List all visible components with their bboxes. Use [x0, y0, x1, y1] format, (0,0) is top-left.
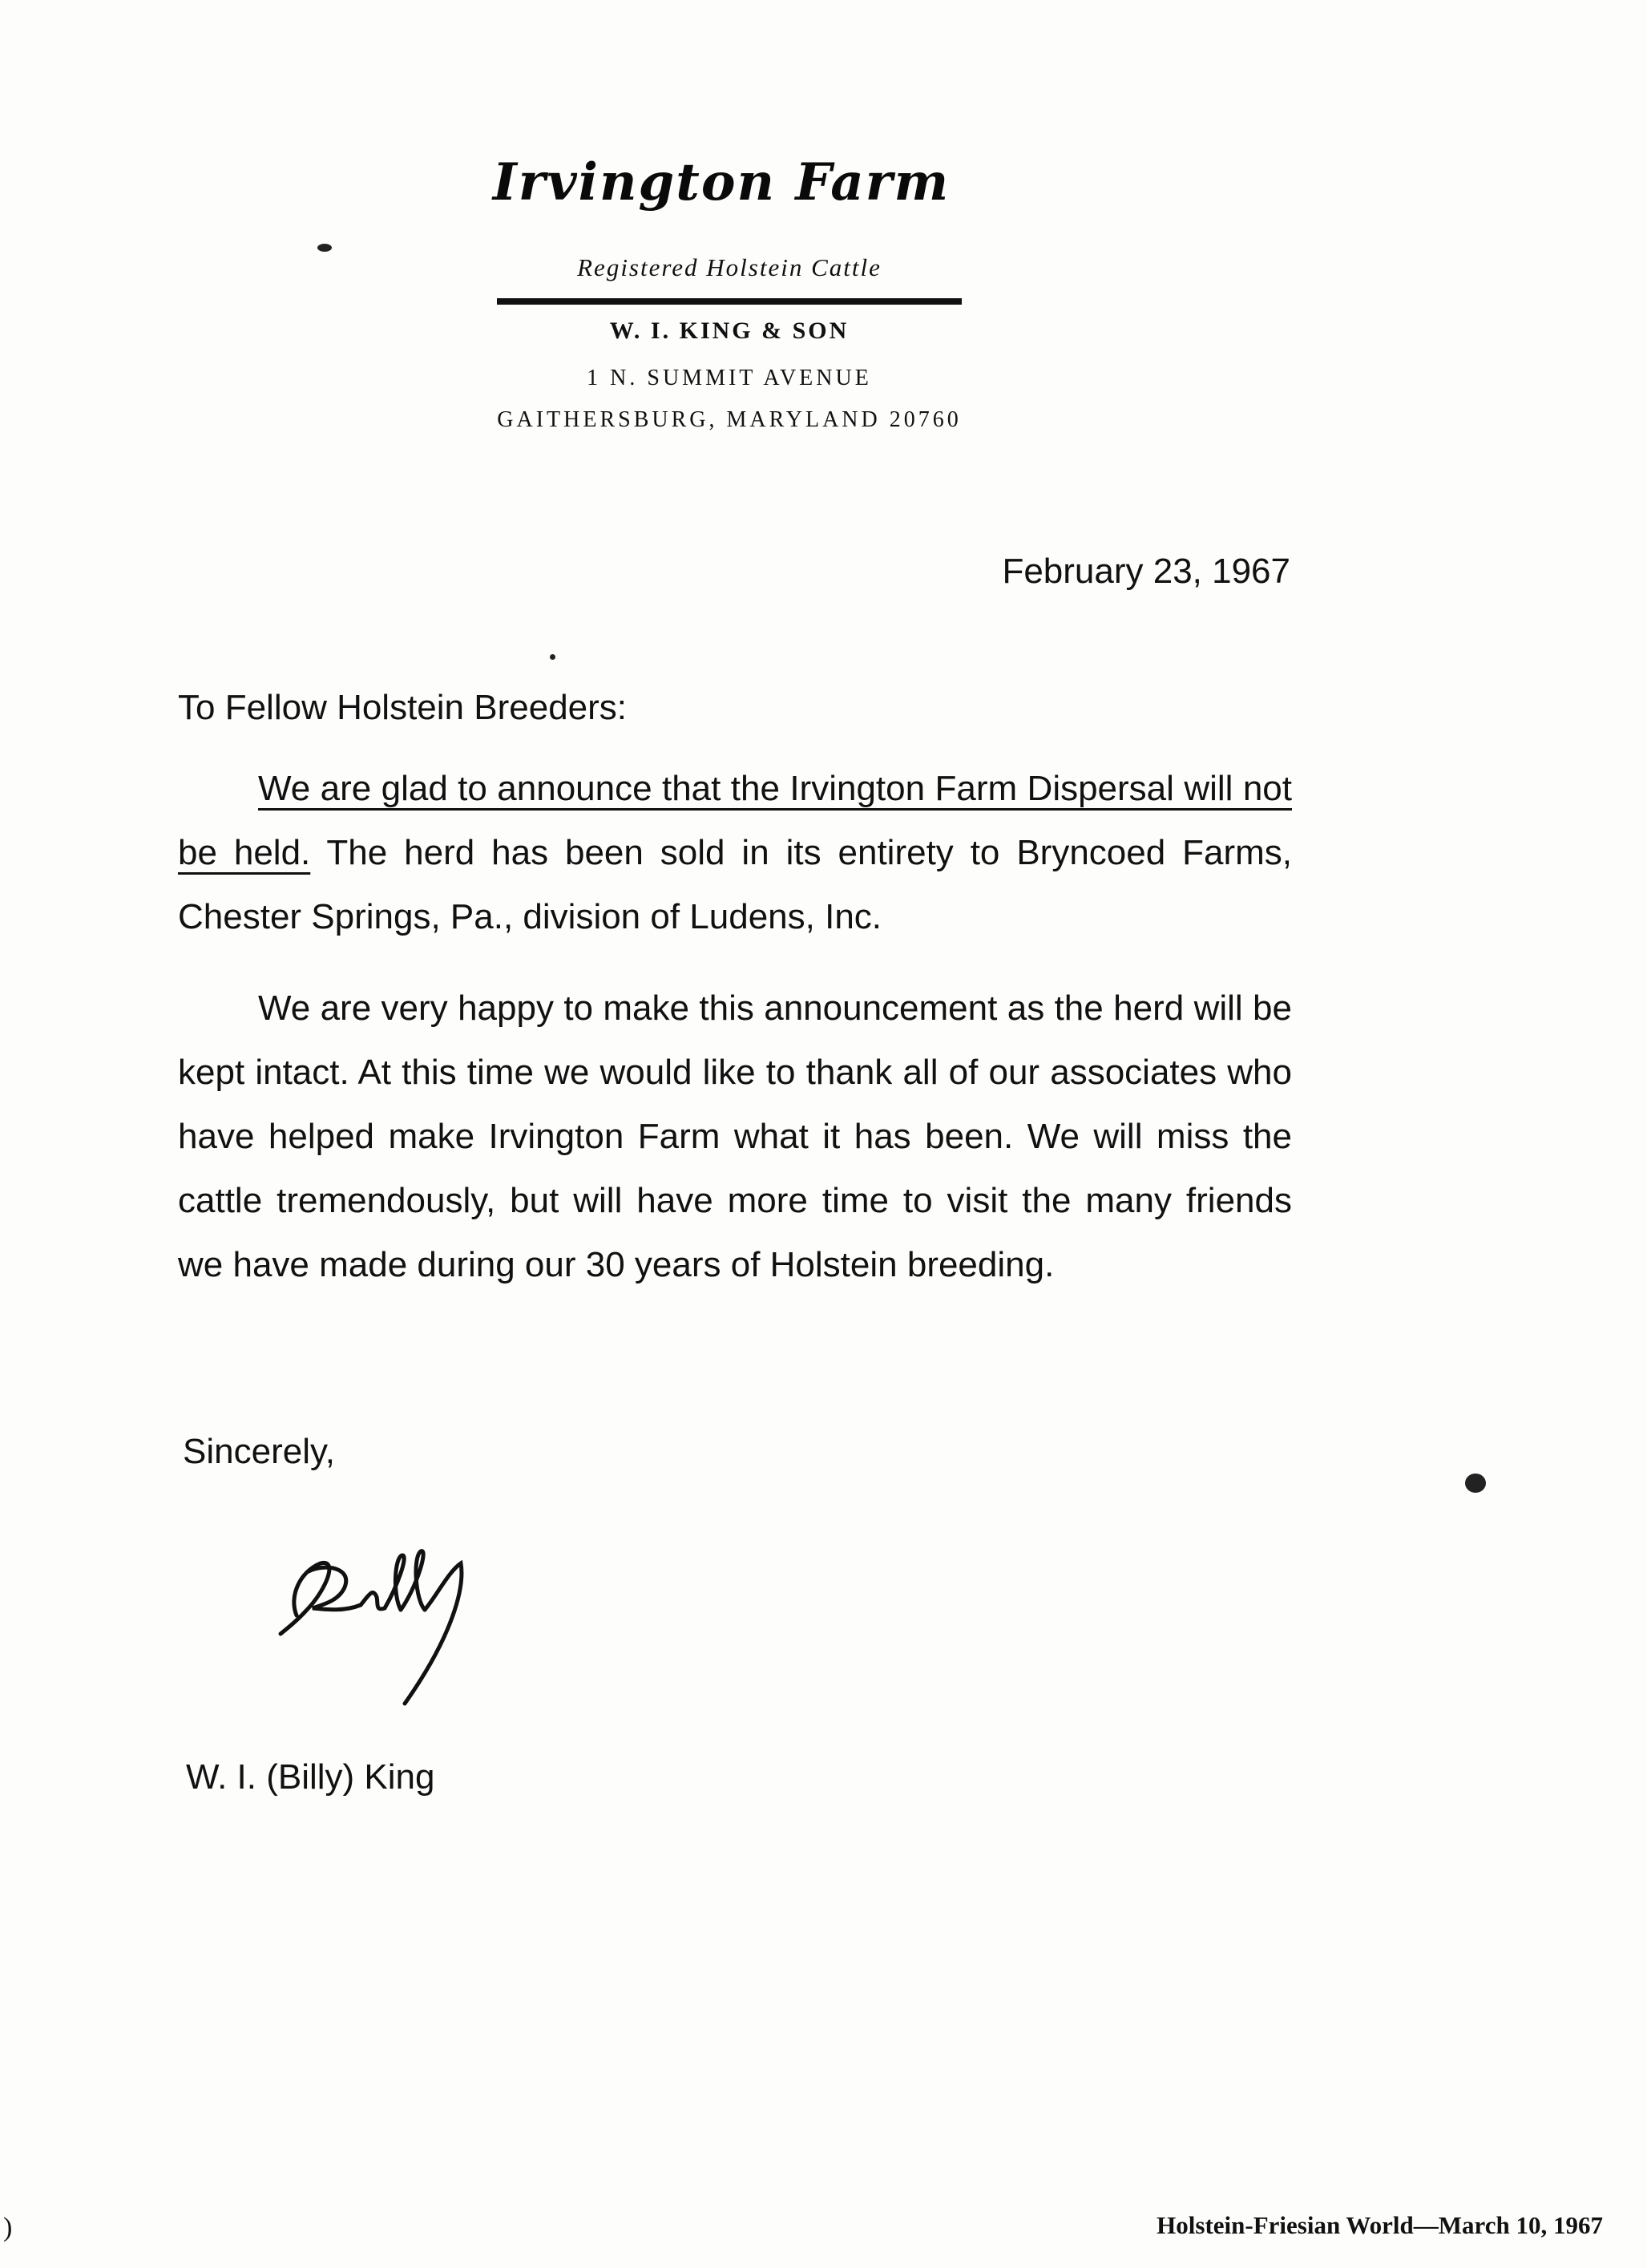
farm-name-script: Irvington Farm — [492, 152, 951, 212]
publication-footer: Holstein-Friesian World—March 10, 1967 — [1157, 2211, 1603, 2239]
letter-date: February 23, 1967 — [1002, 552, 1290, 591]
ink-speck — [550, 654, 555, 660]
paragraph-1 — [178, 757, 1292, 949]
ink-speck — [1465, 1474, 1486, 1493]
company-name: W. I. KING & SON — [609, 317, 850, 344]
street-address: 1 N. SUMMIT AVENUE — [587, 366, 872, 390]
underlined-announcement: We are glad to announce that the Irvington Farm Dispersal will not be held. — [178, 769, 1292, 872]
edge-mark: ) — [3, 2213, 13, 2242]
signer-name: W. I. (Billy) King — [186, 1757, 435, 1797]
paragraph-1-rest: The herd has been sold in its entirety to Bryncoed Farms, Chester Springs, Pa., division of Ludens, Inc. — [178, 833, 1293, 936]
letterhead-subtitle: Registered Holstein Cattle — [577, 253, 882, 281]
closing: Sincerely, — [183, 1432, 335, 1471]
ink-speck — [317, 244, 332, 252]
city-address: GAITHERSBURG, MARYLAND 20760 — [497, 407, 962, 432]
handwritten-signature — [264, 1539, 505, 1716]
paragraph-2: We are very happy to make this announcement as the herd will be kept intact. At this time we would like to thank all of our associates who have helped make Irvington Farm what it has been. We will miss the cattle tremendously, but will have more time to visit the many friends we have made during our 30 years of Holstein breeding. — [178, 988, 1292, 1284]
salutation: To Fellow Holstein Breeders: — [178, 688, 628, 727]
letterhead-rule — [497, 298, 962, 305]
